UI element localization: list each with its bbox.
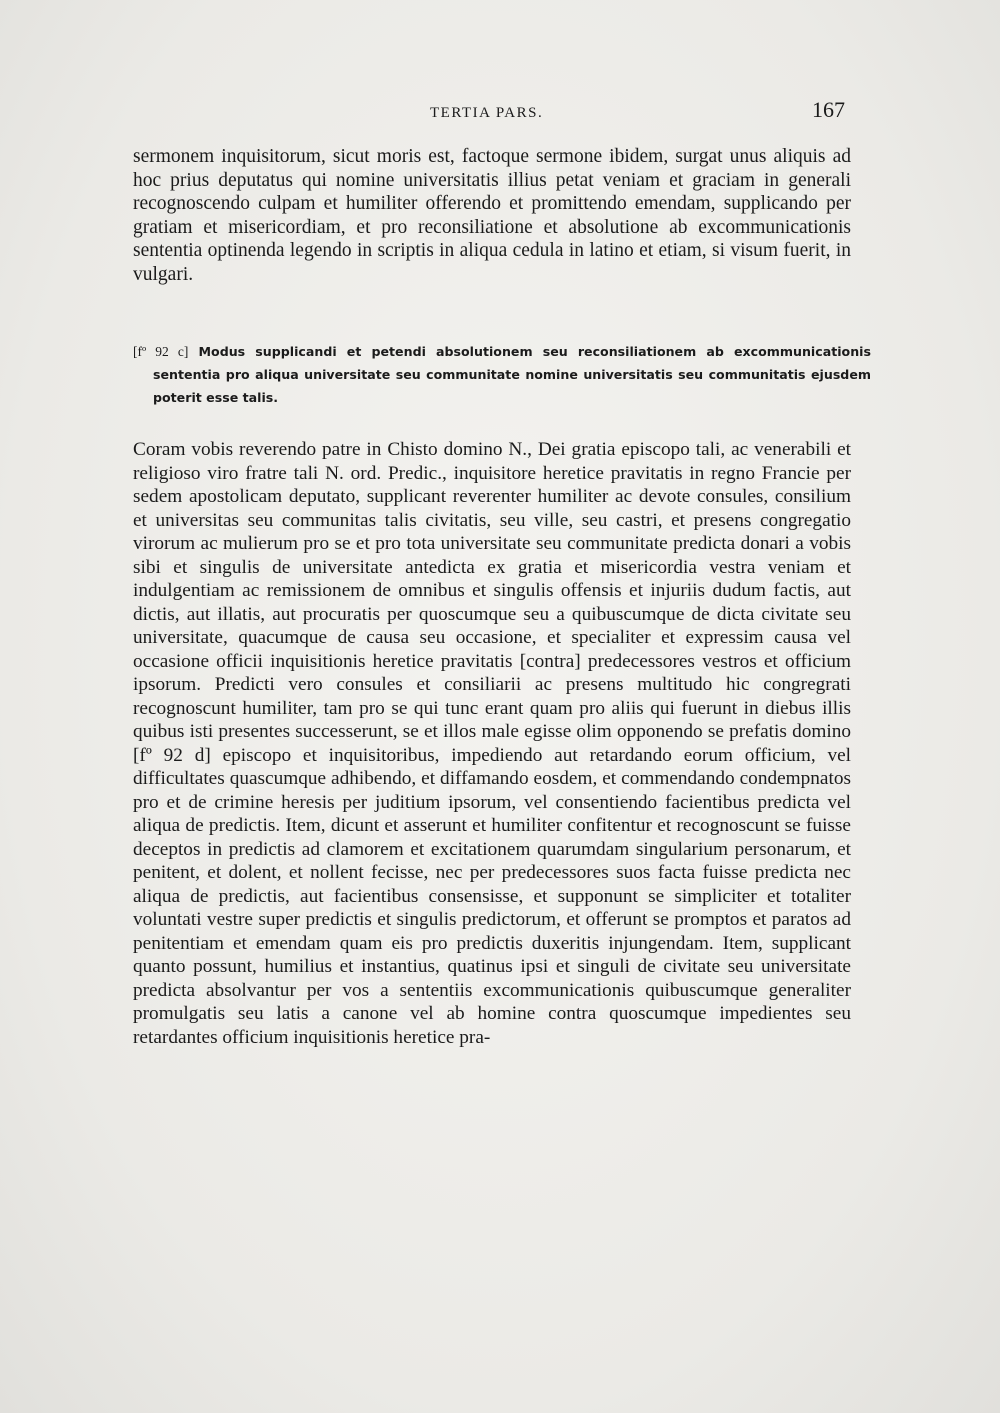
running-title: TERTIA PARS.: [430, 105, 544, 121]
rubric-text: Modus supplicandi et petendi absolutionem seu reconsiliationem ab excommunicationis sententia pro aliqua universitate seu communitate nomine universitatis seu communitatis ejusdem poterit esse talis.: [153, 344, 871, 405]
rubric-heading: [133, 340, 871, 409]
paragraph-2-text-part-1: Coram vobis reverendo patre in Chisto domino N., Dei gratia episcopo tali, ac venerabili et religioso viro fratre tali N. ord. Predic., inquisitore heretice pravitatis in regno Francie per sedem apostolicam deputato, supplicant reverenter humiliter ac devote consules, consilium et universitas seu communitas talis civitatis, seu ville, seu castri, et presens congregatio virorum ac mulierum pro se et pro tota universitate seu communitate predicta donari a vobis sibi et singulis de universitate antedicta ex gratia et misericordia vestra veniam et indulgentiam ac remissionem de omnibus et singulis offensis et injuriis dudum factis, aut dictis, aut illatis, aut procuratis per quoscumque seu a quibuscumque de dicta civitate seu universitate, quacumque de causa seu occasione, et specialiter et expressim causa vel occasione officii inquisitionis heretice pravitatis [contra] predecessores vestros et officium ipsorum. Predicti vero consules et consiliarii ac presens multitudo hic congregrati recognoscunt humiliter, tam pro se qui tunc erant quam pro aliis qui fuerunt in diebus illis quibus isti presentes successerunt, se et illos male egisse olim opponendo se prefatis domino: [133, 439, 851, 742]
page-number: 167: [812, 97, 845, 122]
inline-folio-marker: [fº 92 d]: [133, 744, 211, 766]
paragraph-2-text-part-2: episcopo et inquisitoribus, impediendo aut retardando eorum officium, vel difficultates quascumque adhibendo, et diffamando eosdem, et commendando condempnatos pro et de crimine heresis per juditium ipsorum, vel consentiendo facientibus predicta vel aliqua de predictis. Item, dicunt et asserunt et humiliter confitentur et recognoscunt se fuisse deceptos in predictis ad clamorem et excitationem quarumdam singularium personarum, et penitent, et dolent, et nollent fecisse, nec per predecessores suos facta fuisse predicta nec aliqua de predictis, aut facientibus consensisse, et supponunt se simpliciter et totaliter voluntati vestre super predictis et singulis predictorum, et offerunt se promptos et paratos ad penitentiam et emendam quam eis pro predictis duxeritis injungendam. Item, supplicant quanto possunt, humilius et instantius, quatinus ipsi et singuli de civitate seu universitate predicta absolvantur per vos a sententiis excommunicationis quibuscumque generaliter promulgatis seu latis a canone vel ab homine contra quoscumque impedientes seu retardantes officium inquisitionis heretice pra-: [133, 744, 851, 1048]
rubric-folio-marker: [fº 92 c]: [133, 344, 189, 359]
paragraph-2: [133, 438, 851, 1049]
paragraph-1: sermonem inquisitorum, sicut moris est, factoque sermone ibidem, surgat unus aliquis ad hoc prius deputatus qui nomine universitatis illius petat veniam et graciam in generali recognoscendo culpam et humiliter offerendo et promittendo emendam, supplicando per gratiam et misericordiam, et pro reconsiliatione et absolutione ab excommunicationis sententia optinenda legendo in scriptis in aliqua cedula in latino et etiam, si visum fuerit, in vulgari.: [133, 146, 851, 285]
